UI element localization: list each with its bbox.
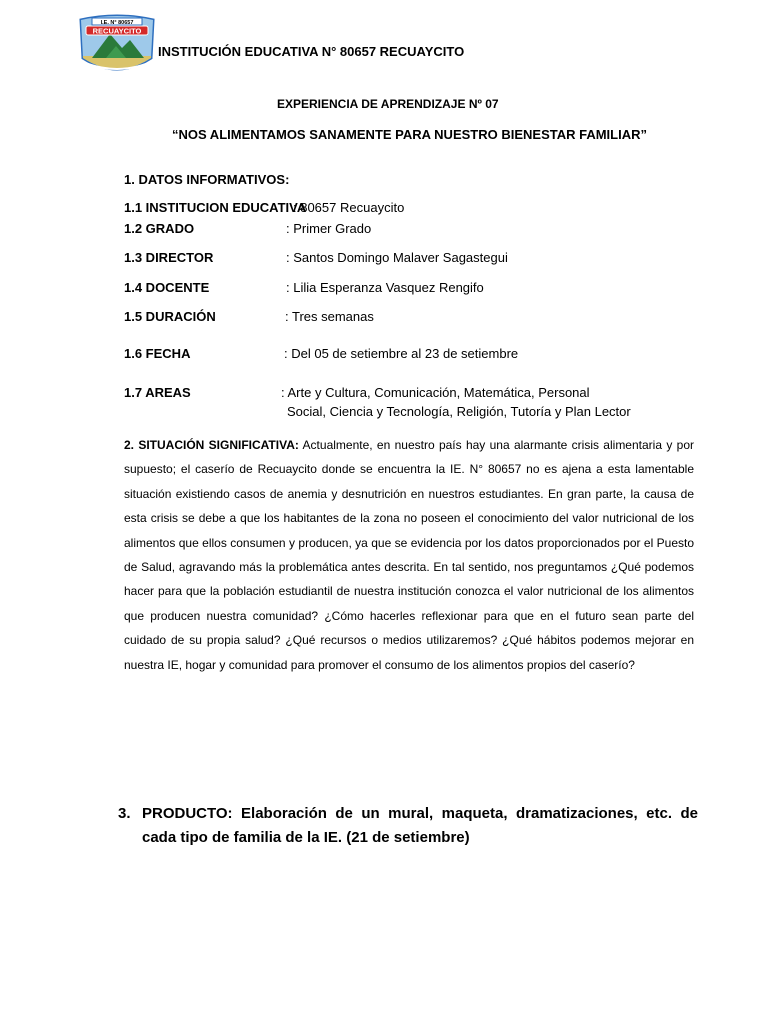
school-name: INSTITUCIÓN EDUCATIVA N° 80657 RECUAYCITO [158, 44, 465, 59]
info-value: : Primer Grado [286, 221, 372, 236]
situacion-paragraph [124, 433, 694, 677]
info-value: : Tres semanas [285, 309, 374, 324]
experience-title: EXPERIENCIA DE APRENDIZAJE Nº 07 [277, 97, 499, 111]
info-value: : Santos Domingo Malaver Sagastegui [286, 250, 508, 265]
info-key: 1.2 GRADO [124, 221, 195, 236]
producto-number: 3. [118, 805, 131, 822]
datos-heading: 1. DATOS INFORMATIVOS: [124, 172, 290, 187]
experience-subtitle: “NOS ALIMENTAMOS SANAMENTE PARA NUESTRO BIENESTAR FAMILIAR” [172, 127, 647, 142]
situacion-heading: 2. SITUACIÓN SIGNIFICATIVA: [124, 438, 299, 452]
info-key: 1.3 DIRECTOR [124, 250, 214, 265]
logo-top-text: I.E. N° 80657 [100, 20, 134, 26]
info-value: : Del 05 de setiembre al 23 de setiembre [284, 346, 519, 361]
school-crest-icon [78, 14, 156, 78]
info-value: : Lilia Esperanza Vasquez Rengifo [286, 280, 484, 295]
info-key: 1.7 AREAS [124, 385, 191, 400]
situacion-body: Actualmente, en nuestro país hay una alarmante crisis alimentaria y por supuesto; el caserío de Recuaycito donde se encuentra la IE. N° 80657 no es ajena a esta lamentable situación existiendo casos de anemia y desnutrición en nuestros estudiantes. En gran parte, la causa de esta crisis se debe a que los habitantes de la zona no poseen el conocimiento del valor nutricional de los alimentos que ellos consumen y producen, ya que se evidencia por los datos proporcionados por el Puesto de Salud, agravando más la problemática antes descrita. En tal sentido, nos preguntamos ¿Qué podemos hacer para que la población estudiantil de nuestra institución conozca el valor nutricional de los alimentos que producen nuestra comunidad? ¿Cómo hacerles reflexionar para que en el futuro sean parte del cuidado de su propia salud? ¿Qué recursos o medios utilizaremos? ¿Qué hábitos podemos mejorar en nuestra IE, hogar y comunidad para promover el consumo de los alimentos propios del caserío? [124, 438, 694, 672]
producto-label: PRODUCTO: [142, 805, 233, 822]
logo-banner-text: RECUAYCITO [92, 26, 142, 36]
info-value: : Arte y Cultura, Comunicación, Matemática, Personal [281, 385, 590, 400]
info-key: 1.5 DURACIÓN [124, 309, 216, 324]
info-key: 1.4 DOCENTE [124, 280, 210, 295]
info-value: : 80657 Recuaycito [293, 200, 405, 215]
info-key: 1.6 FECHA [124, 346, 191, 361]
info-key: 1.1 INSTITUCION EDUCATIVA [124, 200, 307, 215]
producto-text: Elaboración de un mural, maqueta, dramatizaciones, etc. de cada tipo de familia de la IE. (21 de setiembre) [142, 805, 698, 846]
areas-continuation: Social, Ciencia y Tecnología, Religión, Tutoría y Plan Lector [287, 404, 631, 419]
producto-section [118, 802, 698, 850]
